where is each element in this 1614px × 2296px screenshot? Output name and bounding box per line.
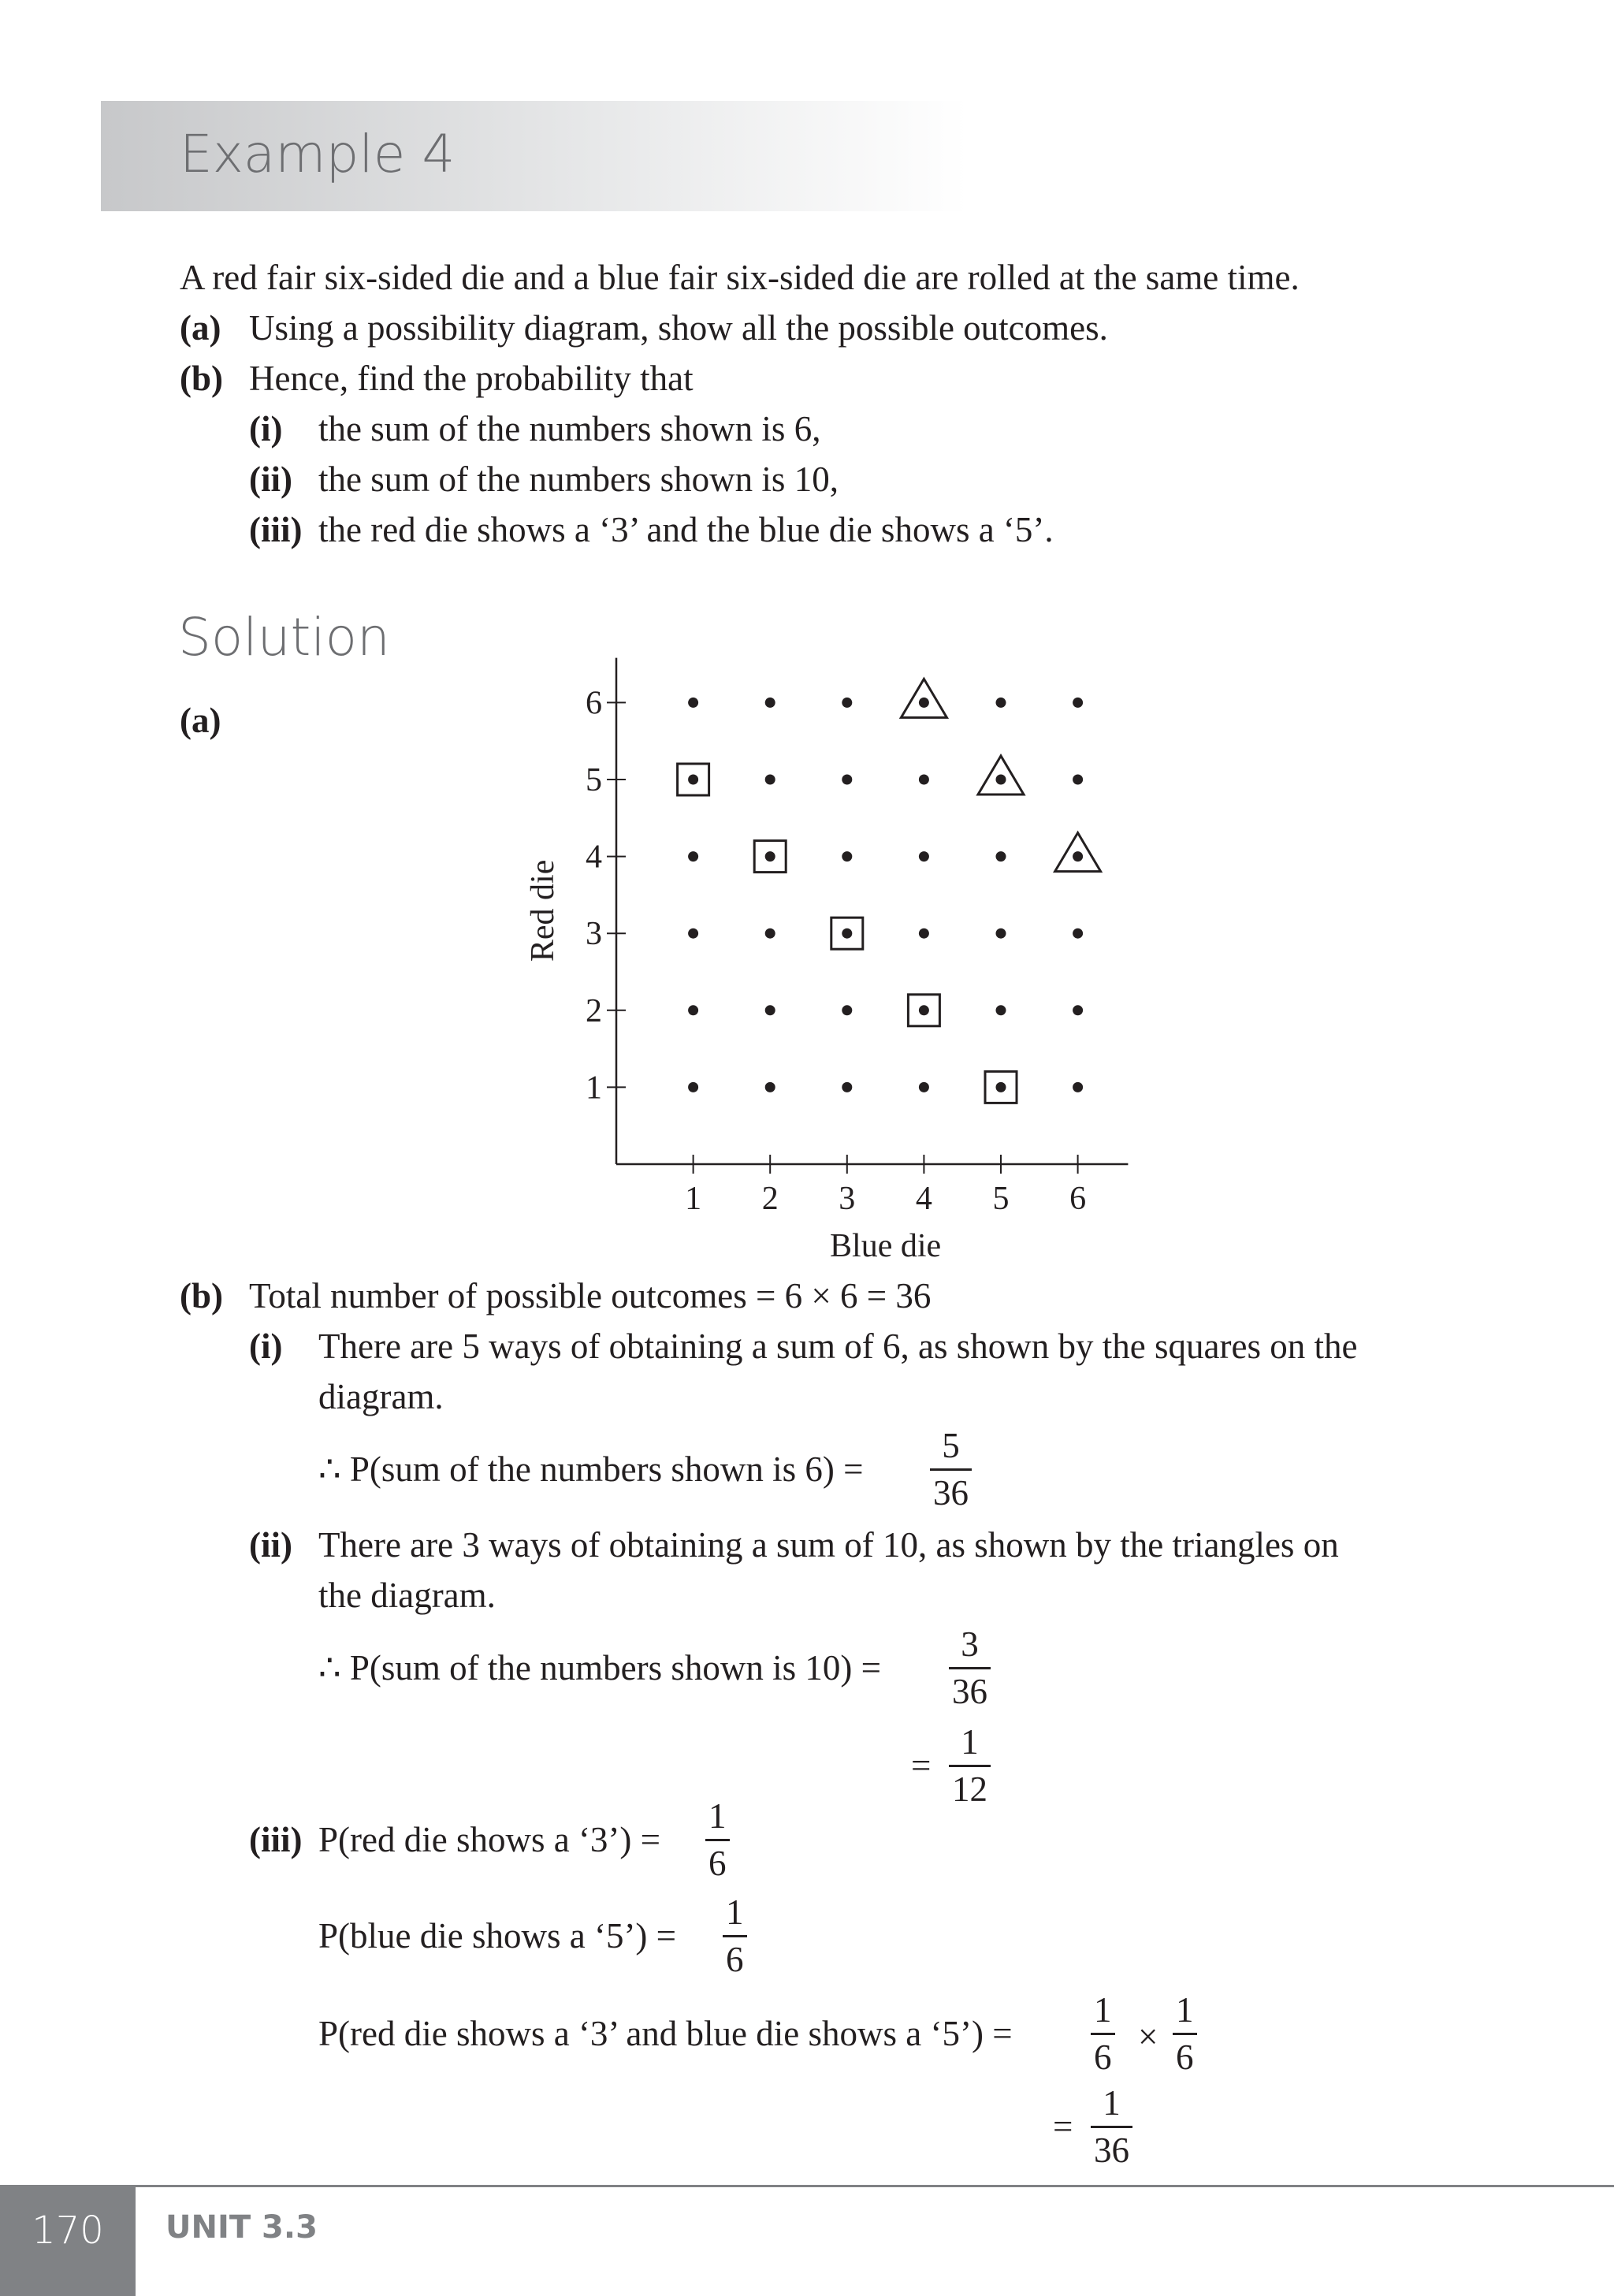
subpart-iii-label: (iii) <box>249 510 303 549</box>
solution-iii-both-fraction-2 <box>1173 1990 1197 2077</box>
outcome-dot <box>842 851 852 861</box>
outcome-dot <box>765 851 775 861</box>
outcome-dot <box>688 1082 698 1092</box>
x-axis-label: Blue die <box>830 1228 942 1264</box>
y-tick-label: 5 <box>586 762 602 798</box>
x-tick-label: 4 <box>915 1181 932 1217</box>
subpart-iii-text: the red die shows a ‘3’ and the blue die shows a ‘5’. <box>318 510 1054 549</box>
solution-iii-both-num-2: 1 <box>1176 1990 1194 2030</box>
solution-ii-fraction <box>949 1624 991 1711</box>
solution-ii-prob-lhs: ∴ P(sum of the numbers shown is 10) = <box>318 1648 881 1688</box>
solution-ii-label: (ii) <box>249 1525 292 1565</box>
solution-i-label: (i) <box>249 1327 283 1366</box>
solution-iii-both-den-2: 6 <box>1173 2033 1197 2075</box>
solution-ii-simplified-num: 1 <box>961 1722 979 1762</box>
solution-ii-simplified-den: 12 <box>949 1765 991 1807</box>
outcome-dot <box>919 1005 929 1015</box>
outcome-dot <box>1073 928 1083 939</box>
solution-iii-both-num-1: 1 <box>1094 1990 1112 2030</box>
outcome-dot <box>842 1082 852 1092</box>
solution-iii-result-den: 36 <box>1091 2126 1132 2168</box>
y-axis-label: Red die <box>525 859 561 962</box>
outcome-dot <box>919 698 929 708</box>
solution-iii-red-den: 6 <box>705 1839 730 1881</box>
outcome-dot <box>1073 698 1083 708</box>
outcome-dot <box>996 1005 1006 1015</box>
part-b-text: Hence, find the probability that <box>249 359 694 398</box>
outcome-dot <box>1073 1005 1083 1015</box>
solution-part-a-label: (a) <box>180 701 221 740</box>
outcome-dot <box>842 1005 852 1015</box>
solution-ii-text-2: the diagram. <box>318 1576 496 1615</box>
x-tick-label: 3 <box>839 1181 856 1217</box>
x-tick-label: 1 <box>685 1181 702 1217</box>
outcome-dot <box>1073 1082 1083 1092</box>
solution-iii-times: × <box>1138 2017 1158 2056</box>
solution-ii-equals: = <box>911 1746 932 1785</box>
outcome-dot <box>688 1005 698 1015</box>
outcome-dot <box>765 775 775 785</box>
outcome-dot <box>688 928 698 939</box>
outcome-dot <box>996 1082 1006 1092</box>
x-tick-label: 2 <box>761 1181 779 1217</box>
solution-iii-red-num: 1 <box>708 1796 727 1836</box>
solution-i-fraction-den: 36 <box>930 1468 972 1511</box>
solution-iii-both-lhs: P(red die shows a ‘3’ and blue die shows a ‘5’) = <box>318 2014 1013 2053</box>
y-tick-label: 6 <box>586 685 602 722</box>
solution-ii-simplified-fraction <box>949 1722 991 1809</box>
solution-iii-result-num: 1 <box>1103 2083 1121 2123</box>
page-number: 170 <box>32 2209 104 2253</box>
solution-ii-text-1: There are 3 ways of obtaining a sum of 10, as shown by the triangles on <box>318 1525 1339 1565</box>
outcome-dot <box>765 928 775 939</box>
y-tick-label: 1 <box>586 1070 602 1107</box>
footer-rule <box>0 2185 1614 2187</box>
outcome-dot <box>765 1082 775 1092</box>
subpart-i-text: the sum of the numbers shown is 6, <box>318 409 821 448</box>
solution-iii-both-fraction-1 <box>1091 1990 1115 2077</box>
solution-iii-blue-num: 1 <box>726 1892 744 1932</box>
outcome-dot <box>919 1082 929 1092</box>
y-tick-label: 4 <box>586 839 602 876</box>
outcome-dot <box>919 775 929 785</box>
x-tick-label: 5 <box>992 1181 1010 1217</box>
subpart-ii-label: (ii) <box>249 460 292 499</box>
solution-iii-blue-fraction <box>723 1892 747 1979</box>
solution-iii-result-fraction <box>1091 2083 1132 2170</box>
example-intro: A red fair six-sided die and a blue fair six-sided die are rolled at the same time. <box>180 258 1300 297</box>
solution-iii-both-den-1: 6 <box>1091 2033 1115 2075</box>
part-a-label: (a) <box>180 308 221 348</box>
outcome-dot <box>765 698 775 708</box>
part-a-text: Using a possibility diagram, show all the possible outcomes. <box>249 308 1108 348</box>
possibility-diagram <box>504 646 1151 1277</box>
outcome-dot <box>842 928 852 939</box>
outcome-dot <box>688 851 698 861</box>
outcome-dot <box>1073 775 1083 785</box>
solution-iii-blue-den: 6 <box>723 1935 747 1978</box>
solution-ii-fraction-den: 36 <box>949 1667 991 1710</box>
outcome-dot <box>996 698 1006 708</box>
outcome-dot <box>996 775 1006 785</box>
subpart-ii-text: the sum of the numbers shown is 10, <box>318 460 839 499</box>
outcome-dot <box>919 928 929 939</box>
outcome-dot <box>842 775 852 785</box>
outcome-dot <box>1073 851 1083 861</box>
solution-iii-equals: = <box>1053 2107 1073 2146</box>
x-tick-label: 6 <box>1069 1181 1087 1217</box>
y-tick-label: 2 <box>586 992 602 1029</box>
subpart-i-label: (i) <box>249 409 283 448</box>
solution-i-text-1: There are 5 ways of obtaining a sum of 6, as shown by the squares on the <box>318 1327 1358 1366</box>
solution-i-text-2: diagram. <box>318 1377 444 1416</box>
solution-title: Solution <box>178 607 390 668</box>
unit-label: UNIT 3.3 <box>165 2209 318 2246</box>
outcome-dot <box>688 775 698 785</box>
solution-i-prob-lhs: ∴ P(sum of the numbers shown is 6) = <box>318 1449 864 1489</box>
example-title: Example 4 <box>180 124 456 184</box>
solution-part-b-label: (b) <box>180 1276 223 1315</box>
solution-ii-fraction-num: 3 <box>961 1624 979 1664</box>
solution-iii-blue-lhs: P(blue die shows a ‘5’) = <box>318 1916 677 1956</box>
y-tick-label: 3 <box>586 916 602 953</box>
solution-i-fraction-num: 5 <box>942 1426 960 1465</box>
solution-iii-red-lhs: P(red die shows a ‘3’) = <box>318 1820 661 1859</box>
solution-iii-red-fraction <box>705 1796 730 1883</box>
outcome-dot <box>919 851 929 861</box>
outcome-dot <box>842 698 852 708</box>
part-b-label: (b) <box>180 359 223 398</box>
outcome-dot <box>996 928 1006 939</box>
solution-iii-label: (iii) <box>249 1820 303 1859</box>
solution-i-fraction <box>930 1428 972 1511</box>
outcome-dot <box>765 1005 775 1015</box>
outcome-dot <box>996 851 1006 861</box>
outcome-dot <box>688 698 698 708</box>
total-outcomes-line: Total number of possible outcomes = 6 × 6 = 36 <box>249 1276 932 1315</box>
